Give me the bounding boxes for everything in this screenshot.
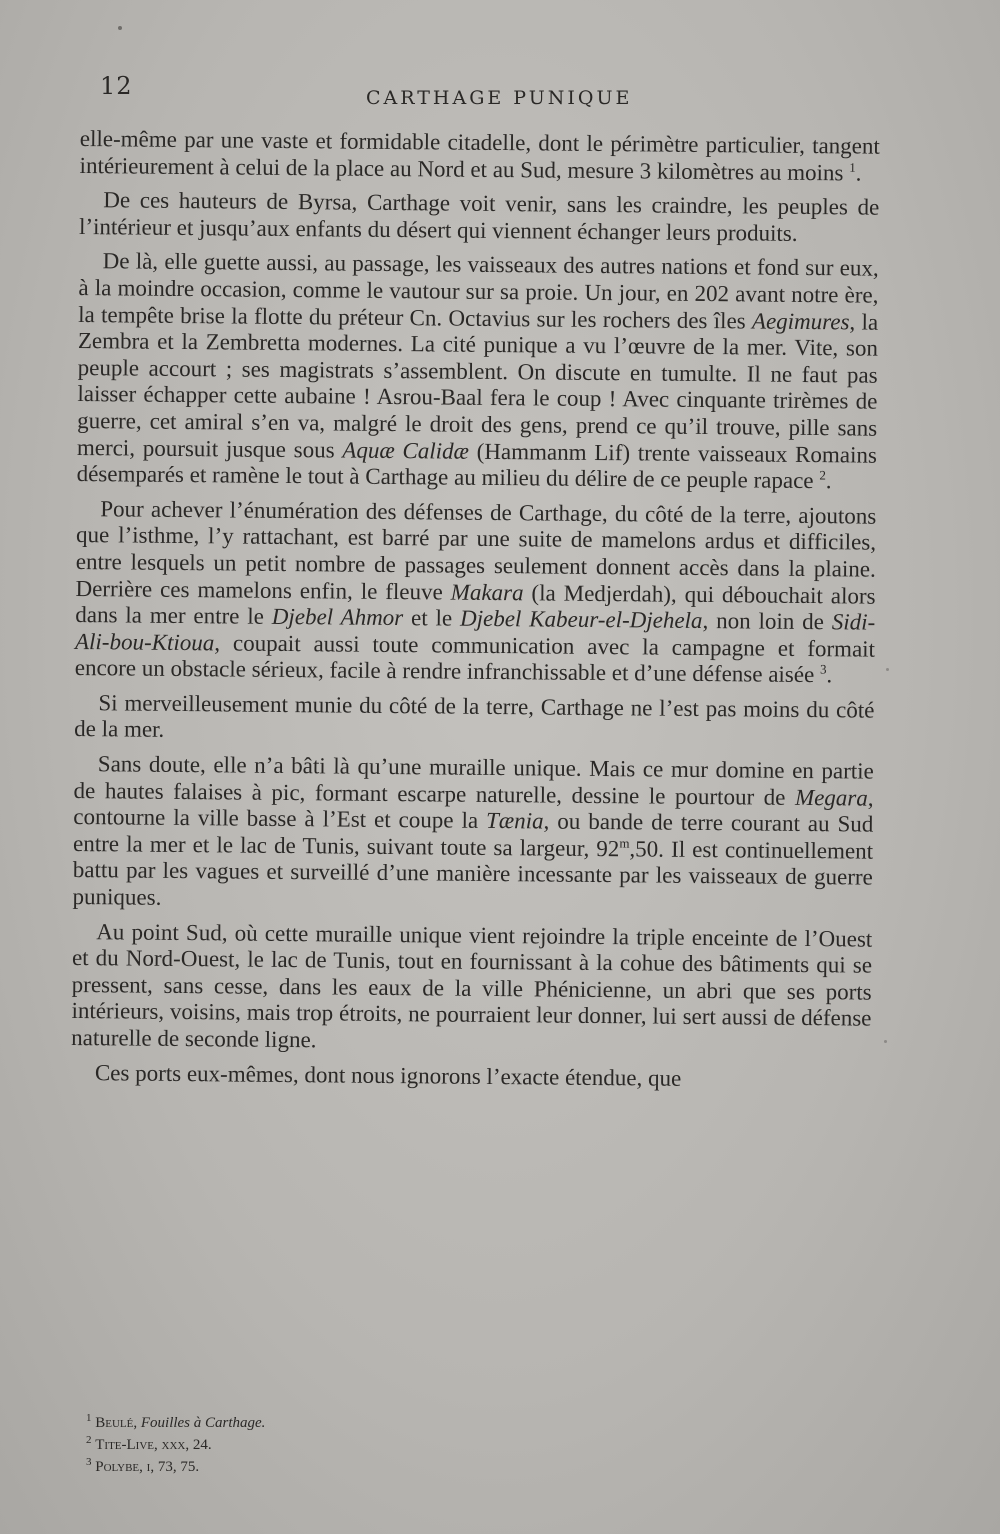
italic-place-name: Aquæ Calidæ bbox=[342, 437, 470, 464]
italic-place-name: Makara bbox=[450, 579, 524, 605]
italic-place-name: Megara bbox=[794, 784, 868, 811]
text-run: , coupait aussi toute communication avec la campagne et formait encore un obstacle sérieux, facile à rendre infranchissable et d’une défense aisée bbox=[74, 630, 876, 688]
running-title: CARTHAGE PUNIQUE bbox=[366, 87, 633, 109]
footnote-ref-2: 2 bbox=[819, 467, 826, 483]
paragraph-5: Si merveilleusement munie du côté de la terre, Carthage ne l’est pas moins du côté de la mer. bbox=[74, 690, 875, 743]
footnote-text: i, 73, 75. bbox=[146, 1459, 200, 1475]
unit-superscript: m bbox=[619, 835, 630, 851]
text-run: (la Medjerdah), qui débouchait alors dans la mer entre le bbox=[75, 579, 876, 629]
text-run: Sans doute, elle n’a bâti là qu’une muraille unique. Mais ce mur domine en partie de hautes falaises à pic, formant escarpe naturelle, dessine le pourtour de bbox=[73, 751, 874, 810]
italic-place-name: Aegimures bbox=[751, 308, 850, 334]
text-run: . bbox=[826, 662, 833, 688]
paragraph-2: De ces hauteurs de Byrsa, Carthage voit venir, sans les craindre, les peuples de l’intérieur et jusqu’aux enfants du désert qui viennent échanger leurs produits. bbox=[78, 187, 880, 246]
paragraph-1 bbox=[79, 126, 879, 187]
text-run: . bbox=[855, 160, 862, 186]
footnotes bbox=[86, 1410, 586, 1476]
paragraph-7: Au point Sud, où cette muraille unique vient rejoindre la triple enceinte de l’Ouest et du Nord-Ouest, le lac de Tunis, tout en fournissant à la cohue des bâtiments qui se pressent, sans cesse, dans les eaux de la ville Phénicienne, un abri que ses ports intérieurs, voisins, mais trop étroits, ne pourraient leur donner, lui sert aussi de défense naturelle de seconde ligne. bbox=[71, 918, 873, 1053]
text-run: , non loin de bbox=[702, 608, 832, 635]
footnote-author: Tite-Live bbox=[95, 1437, 154, 1453]
paper-speck bbox=[884, 1040, 887, 1043]
paragraph-3 bbox=[77, 248, 879, 495]
footnote-ref-1: 1 bbox=[849, 159, 856, 175]
text-run: , ou bande de terre courant au Sud entre la mer et le lac de Tunis, suivant toute sa largeur, 92 bbox=[72, 808, 874, 862]
text-run: Pour achever l’énumération des défenses de Carthage, du côté de la terre, ajoutons que l’isthme, l’y rattachant, est barré par une suite de mamelons ardus et difficiles, entre lesquels un petit nombre de passages seulement donnent accès dans la plaine. Derrière ces mamelons enfin, le fleuve bbox=[75, 495, 877, 605]
body-text bbox=[71, 126, 880, 1102]
footnote-mark: 1 bbox=[86, 1412, 92, 1424]
footnote-text: Fouilles à Carthage. bbox=[140, 1415, 266, 1431]
text-run: (Hammanm Lif) trente vaisseaux Romains désemparés et ramène le tout à Carthage au milieu du délire de ce peuple rapace bbox=[76, 438, 878, 494]
text-run: ,50. Il est continuellement battu par les vagues et surveillé d’une manière incessante par les vaisseaux de guerre puniques. bbox=[72, 836, 874, 910]
page-number: 12 bbox=[100, 72, 133, 100]
footnote-mark: 2 bbox=[86, 1434, 92, 1446]
italic-place-name: Djebel Ahmor bbox=[271, 603, 404, 631]
footnote-2: $^2$ Tite-Live, xxx, 24. bbox=[86, 1434, 212, 1453]
footnote-3: $^3$ Polybe, i, 73, 75. bbox=[86, 1456, 200, 1475]
footnote-ref-3: 3 bbox=[819, 661, 827, 677]
text-run: elle-même par une vaste et formidable citadelle, dont le périmètre particulier, tangent intérieurement à celui de la place au Nord et au Sud, mesure 3 kilomètres au moins bbox=[79, 126, 880, 185]
text-run: , la Zembra et la Zembretta modernes. La cité punique a vu l’œuvre de la mer. Vite, son peuple accourt ; ses magistrats s’assemblent. On discute en tumulte. Il ne faut pas laisser échapper cette aubaine ! Asrou-Baal fera le coup ! Avec cinquante trirèmes de guerre, cet amiral s’en va, malgré le droit des gens, prend ce qu’il trouve, pille sans merci, poursuit jusque sous bbox=[76, 308, 879, 463]
text-run: . bbox=[825, 468, 832, 494]
footnote-1: $^1$ Beulé, Fouilles à Carthage. bbox=[86, 1412, 266, 1431]
text-run: , contourne la ville basse à l’Est et coupe la bbox=[73, 785, 874, 834]
italic-place-name: Tænia bbox=[485, 808, 544, 834]
paper-speck bbox=[886, 668, 889, 671]
text-run: De là, elle guette aussi, au passage, les vaisseaux des autres nations et fond sur eux, à la moindre occasion, comme le vautour sur sa proie. Un jour, en 202 avant notre ère, la tempête brise la flotte du préteur Cn. Octavius sur les rochers des îles bbox=[78, 248, 879, 334]
footnote-text: xxx, 24. bbox=[161, 1437, 212, 1453]
footnote-mark: 3 bbox=[86, 1456, 92, 1468]
text-run: et le bbox=[403, 605, 461, 631]
footnote-author: Polybe bbox=[95, 1459, 140, 1475]
paragraph-6 bbox=[72, 751, 873, 918]
paper-speck bbox=[118, 26, 122, 30]
italic-place-name: Djebel Kabeur-el-Djehela bbox=[459, 605, 703, 634]
footnote-author: Beulé bbox=[95, 1415, 134, 1431]
italic-place-name: Sidi-Ali-bou-Ktioua bbox=[74, 609, 876, 656]
paragraph-8: Ces ports eux-mêmes, dont nous ignorons l’exacte étendue, que bbox=[94, 1059, 682, 1091]
paragraph-4 bbox=[75, 496, 877, 690]
